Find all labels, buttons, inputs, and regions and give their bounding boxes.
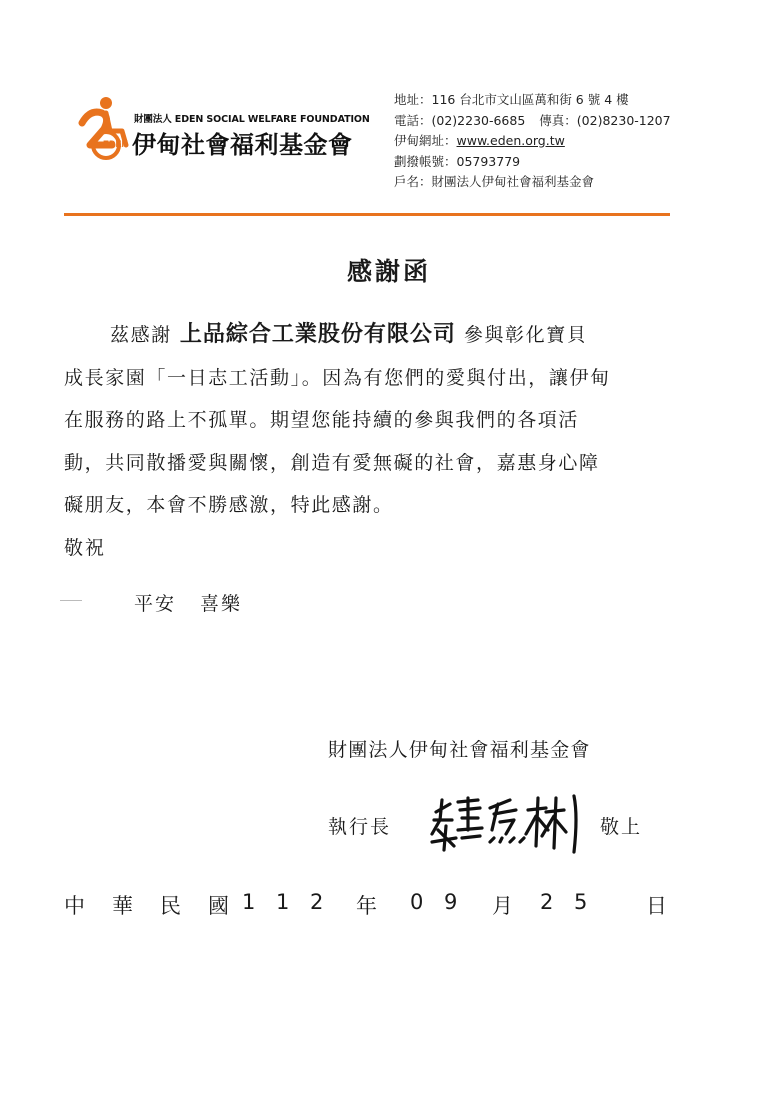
body-line-4: 動，共同散播愛與關懷，創造有愛無礙的社會，嘉惠身心障 [64, 451, 600, 474]
body-line-2: 成長家園「一日志工活動」。因為有您們的愛與付出，讓伊甸 [64, 366, 611, 389]
phone-fax-row [394, 111, 671, 132]
body-line-5: 礙朋友，本會不勝感激，特此感謝。 [64, 494, 394, 516]
date-day-digit: 5 [574, 890, 588, 914]
contact-info [394, 90, 671, 193]
letter-title: 感謝函 [346, 257, 431, 286]
handwritten-signature [428, 790, 588, 860]
date-day-unit: 日 [646, 894, 667, 918]
date-era-char: 國 [208, 894, 229, 918]
closing-wishes [134, 589, 242, 616]
logo-chinese-name: 伊甸社會福利基金會 [132, 131, 353, 159]
logo-eden-text: EDEN [103, 139, 129, 149]
signoff-organization: 財團法人伊甸社會福利基金會 [328, 739, 591, 761]
date-month-unit: 月 [492, 894, 513, 918]
date-year-digit: 1 [242, 890, 256, 914]
letter-body [64, 314, 704, 527]
signoff-role: 執行長 [328, 816, 392, 838]
signoff-respect: 敬上 [600, 816, 643, 838]
date-era-char: 中 [64, 894, 85, 918]
date-era-char: 民 [160, 894, 181, 918]
date-year-digit: 2 [310, 890, 324, 914]
website-link[interactable]: www.eden.org.tw [456, 133, 565, 148]
website-row [394, 131, 671, 152]
date-month-digit: 9 [444, 890, 458, 914]
account-name: 戶名：財團法人伊甸社會福利基金會 [394, 174, 595, 189]
phone: 電話：(02)2230-6685 [394, 112, 526, 128]
wish-peace: 平安 [134, 593, 177, 615]
date-era-char: 華 [112, 894, 133, 918]
date-year-digit: 1 [276, 890, 290, 914]
postal-account: 劃撥帳號：05793779 [394, 153, 521, 169]
website-label: 伊甸網址： [394, 133, 457, 148]
wish-joy: 喜樂 [200, 593, 243, 615]
date-day-digit: 2 [540, 890, 554, 914]
body-line-1 [64, 314, 704, 357]
company-name: 上品綜合工業股份有限公司 [179, 322, 456, 347]
header-divider [64, 213, 670, 216]
closing-salutation: 敬祝 [64, 537, 107, 559]
date-row [64, 890, 668, 920]
body-line-3: 在服務的路上不孤單。期望您能持續的參與我們的各項活 [64, 409, 580, 431]
line1-tail: 參與彰化寶貝 [463, 324, 588, 346]
faint-mark [60, 600, 82, 601]
eden-emblem-icon [76, 95, 132, 161]
fax: 傳真：(02)8230-1207 [539, 112, 671, 128]
logo-english-name: 財團法人 EDEN SOCIAL WELFARE FOUNDATION [134, 114, 370, 125]
intro-text: 茲感謝 [110, 324, 172, 346]
address: 地址：116 台北市文山區萬和街 6 號 4 樓 [394, 92, 629, 107]
date-year-unit: 年 [356, 894, 377, 918]
date-month-digit: 0 [410, 890, 424, 914]
foundation-logo [76, 95, 370, 165]
